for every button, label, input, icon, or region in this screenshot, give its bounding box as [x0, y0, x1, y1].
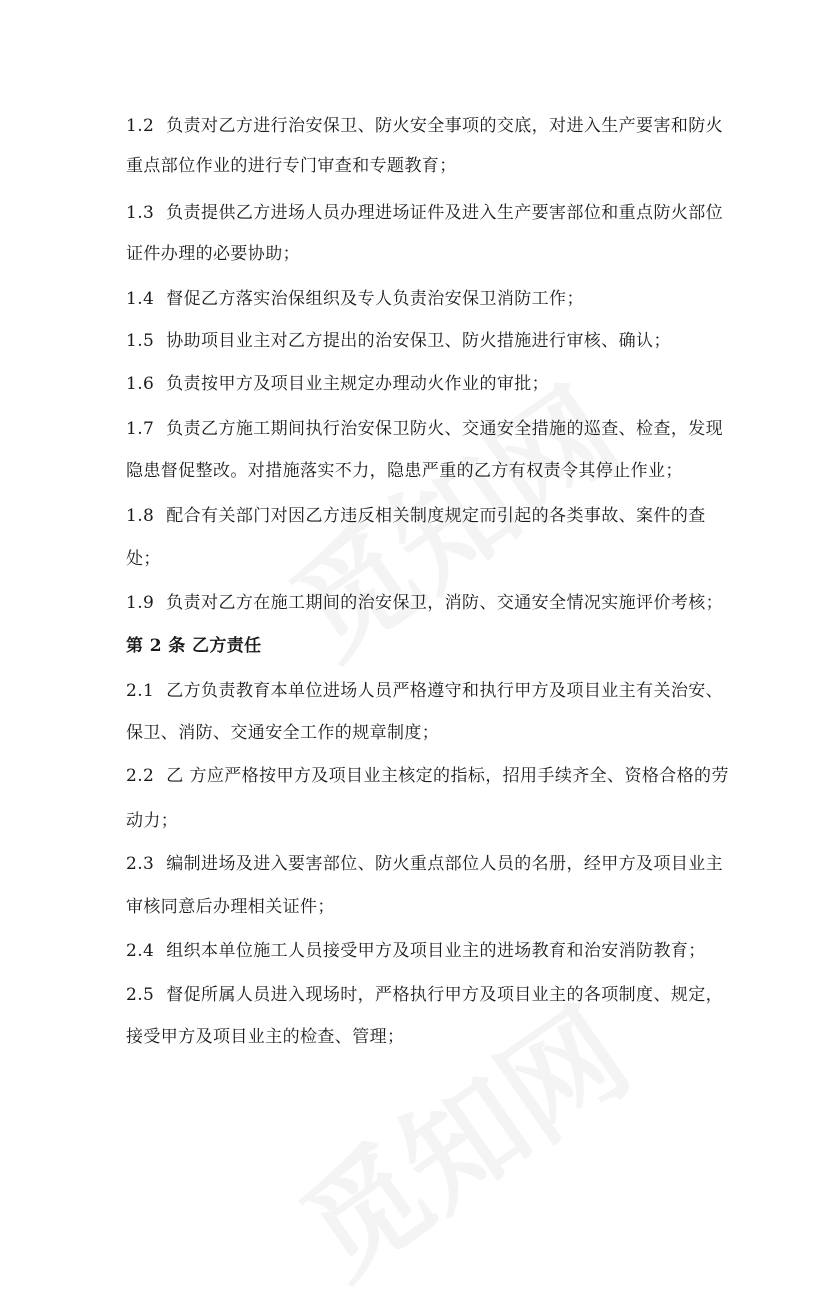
- clause-text: 负责对乙方进行治安保卫、防火安全事项的交底，对进入生产要害和防火: [166, 116, 724, 136]
- clause-number: 1.6: [126, 374, 155, 394]
- clause-text: 动力；: [126, 811, 179, 831]
- clause-1-2-cont: [126, 155, 726, 177]
- clause-1-7: [126, 418, 726, 440]
- clause-1-5: [126, 330, 726, 352]
- clause-2-5-cont: [126, 1026, 726, 1048]
- clause-number: 1.7: [126, 419, 155, 439]
- clause-1-8: [126, 505, 726, 527]
- clause-2-3: [126, 853, 726, 875]
- clause-text: 督促所属人员进入现场时，严格执行甲方及项目业主的各项制度、规定，: [166, 985, 724, 1005]
- clause-text: 隐患督促整改。对措施落实不力，隐患严重的乙方有权责令其停止作业；: [126, 461, 683, 481]
- clause-number: 1.5: [126, 331, 155, 351]
- section-title: 第 2 条 乙方责任: [126, 636, 262, 656]
- clause-text: 负责按甲方及项目业主规定办理动火作业的审批；: [166, 374, 550, 394]
- clause-number: 1.2: [126, 116, 155, 136]
- clause-text: 证件办理的必要协助；: [126, 244, 300, 264]
- clause-text: 处；: [126, 549, 161, 569]
- clause-number: 1.9: [126, 593, 155, 613]
- clause-text: 编制进场及进入要害部位、防火重点部位人员的名册，经甲方及项目业主: [166, 854, 724, 874]
- clause-1-3: [126, 202, 726, 224]
- clause-text: 负责乙方施工期间执行治安保卫防火、交通安全措施的巡查、检查，发现: [166, 419, 724, 439]
- clause-number: 1.3: [126, 203, 155, 223]
- clause-text: 负责提供乙方进场人员办理进场证件及进入生产要害部位和重点防火部位: [166, 203, 724, 223]
- clause-2-4: [126, 940, 726, 962]
- clause-text: 乙 方应严格按甲方及项目业主核定的指标，招用手续齐全、资格合格的劳: [166, 766, 729, 786]
- clause-text: 组织本单位施工人员接受甲方及项目业主的进场教育和治安消防教育；: [166, 941, 706, 961]
- clause-1-4: [126, 288, 726, 310]
- clause-2-1-cont: [126, 722, 726, 744]
- clause-text: 审核同意后办理相关证件；: [126, 897, 335, 917]
- clause-text: 乙方负责教育本单位进场人员严格遵守和执行甲方及项目业主有关治安、: [166, 681, 724, 701]
- clause-text: 负责对乙方在施工期间的治安保卫，消防、交通安全情况实施评价考核；: [166, 593, 724, 613]
- section-heading-article-2: [126, 635, 726, 657]
- clause-text: 接受甲方及项目业主的检查、管理；: [126, 1027, 405, 1047]
- clause-number: 2.4: [126, 941, 155, 961]
- clause-number: 1.4: [126, 289, 155, 309]
- clause-number: 2.3: [126, 854, 155, 874]
- clause-2-5: [126, 984, 726, 1006]
- clause-1-9: [126, 592, 726, 614]
- clause-1-3-cont: [126, 243, 726, 265]
- clause-number: 2.1: [126, 681, 155, 701]
- clause-number: 2.5: [126, 985, 155, 1005]
- clause-text: 重点部位作业的进行专门审查和专题教育；: [126, 156, 457, 176]
- clause-1-8-cont: [126, 548, 726, 570]
- clause-text: 协助项目业主对乙方提出的治安保卫、防火措施进行审核、确认；: [166, 331, 671, 351]
- clause-2-1: [126, 680, 726, 702]
- clause-1-2: [126, 115, 726, 137]
- watermark: [263, 962, 657, 1309]
- clause-2-2: [126, 765, 729, 787]
- clause-number: 1.8: [126, 506, 155, 526]
- clause-text: 配合有关部门对因乙方违反相关制度规定而引起的各类事故、案件的查: [166, 506, 706, 526]
- clause-number: 2.2: [126, 766, 155, 786]
- clause-2-2-cont: [126, 810, 726, 832]
- clause-2-3-cont: [126, 896, 726, 918]
- clause-1-6: [126, 373, 726, 395]
- clause-1-7-cont: [126, 460, 726, 482]
- clause-text: 保卫、消防、交通安全工作的规章制度；: [126, 723, 440, 743]
- clause-text: 督促乙方落实治保组织及专人负责治安保卫消防工作；: [166, 289, 584, 309]
